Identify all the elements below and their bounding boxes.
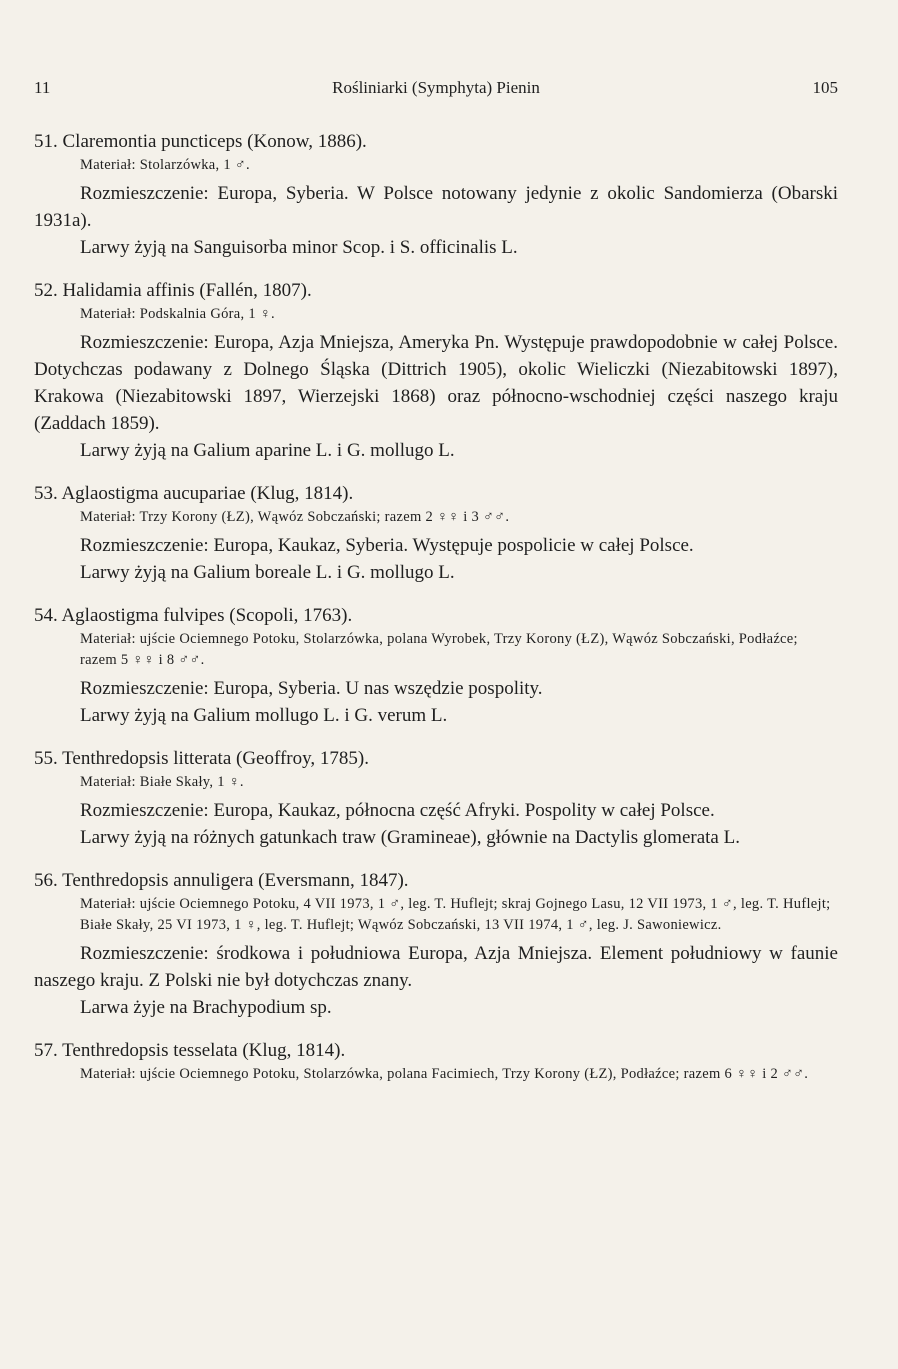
species-title: 51. Claremontia puncticeps (Konow, 1886). [34, 131, 367, 152]
distribution-paragraph: Rozmieszczenie: Europa, Kaukaz, północna część Afryki. Pospolity w całej Polsce. [80, 800, 715, 821]
species-entry-51 [34, 128, 838, 261]
species-list [34, 128, 838, 1101]
distribution-paragraph: Rozmieszczenie: Europa, Syberia. U nas wszędzie pospolity. [80, 678, 543, 699]
larvae-paragraph: Larwy żyją na Sanguisorba minor Scop. i S. officinalis L. [80, 237, 518, 258]
species-entry-53 [34, 480, 838, 586]
running-header [34, 78, 838, 102]
larvae-paragraph: Larwy żyją na Galium aparine L. i G. mollugo L. [80, 440, 455, 461]
species-title: 52. Halidamia affinis (Fallén, 1807). [34, 280, 312, 301]
larvae-paragraph: Larwy żyją na Galium mollugo L. i G. verum L. [80, 705, 448, 726]
species-entry-54 [34, 602, 838, 729]
material-line: Materiał: Stolarzówka, 1 ♂. [80, 157, 250, 173]
distribution-paragraph: Rozmieszczenie: środkowa i południowa Europa, Azja Mniejsza. Element południowy w faunie naszego kraju. Z Polski nie był dotychczas znany. [34, 943, 838, 991]
material-line: Materiał: ujście Ociemnego Potoku, Stolarzówka, polana Facimiech, Trzy Korony (ŁZ), Podłaźce; razem 6 ♀♀ i 2 ♂♂. [80, 1066, 809, 1082]
distribution-paragraph: Rozmieszczenie: Europa, Syberia. W Polsce notowany jedynie z okolic Sandomierza (Obarski 1931a). [34, 183, 838, 231]
page-number: 105 [812, 78, 838, 97]
species-title: 57. Tenthredopsis tesselata (Klug, 1814). [34, 1040, 346, 1061]
species-title: 56. Tenthredopsis annuligera (Eversmann, 1847). [34, 870, 409, 891]
header-left-number: 11 [34, 78, 51, 97]
material-line: Materiał: Trzy Korony (ŁZ), Wąwóz Sobczański; razem 2 ♀♀ i 3 ♂♂. [80, 509, 510, 525]
material-line: Materiał: ujście Ociemnego Potoku, 4 VII 1973, 1 ♂, leg. T. Huflejt; skraj Gojnego Lasu, 12 VII 1973, 1 ♂, leg. T. Huflejt; Białe Skały, 25 VI 1973, 1 ♀, leg. T. Huflejt; Wąwóz Sobczański, 13 VII 1974, 1 ♂, leg. J. Sawoniewicz. [80, 896, 831, 933]
species-entry-56 [34, 867, 838, 1021]
species-entry-57 [34, 1037, 838, 1085]
species-title: 53. Aglaostigma aucupariae (Klug, 1814). [34, 483, 354, 504]
larvae-paragraph: Larwy żyją na Galium boreale L. i G. mollugo L. [80, 562, 455, 583]
distribution-paragraph: Rozmieszczenie: Europa, Kaukaz, Syberia. Występuje pospolicie w całej Polsce. [80, 535, 694, 556]
larvae-paragraph: Larwy żyją na różnych gatunkach traw (Gramineae), głównie na Dactylis glomerata L. [80, 827, 740, 848]
material-line: Materiał: Podskalnia Góra, 1 ♀. [80, 306, 275, 322]
header-title: Rośliniarki (Symphyta) Pienin [332, 78, 540, 97]
material-line: Materiał: ujście Ociemnego Potoku, Stolarzówka, polana Wyrobek, Trzy Korony (ŁZ), Wąwóz Sobczański, Podłaźce; razem 5 ♀♀ i 8 ♂♂. [80, 631, 798, 668]
species-entry-52 [34, 277, 838, 464]
species-title: 55. Tenthredopsis litterata (Geoffroy, 1785). [34, 748, 369, 769]
material-line: Materiał: Białe Skały, 1 ♀. [80, 774, 244, 790]
larvae-paragraph: Larwa żyje na Brachypodium sp. [80, 997, 332, 1018]
species-entry-55 [34, 745, 838, 851]
species-title: 54. Aglaostigma fulvipes (Scopoli, 1763). [34, 605, 353, 626]
distribution-paragraph: Rozmieszczenie: Europa, Azja Mniejsza, Ameryka Pn. Występuje prawdopodobnie w całej Polsce. Dotychczas podawany z Dolnego Śląska (Dittrich 1905), okolic Wieliczki (Niezabitowski 1897), Krakowa (Niezabitowski 1897, Wierzejski 1868) oraz północno-wschodniej części naszego kraju (Zaddach 1859). [34, 332, 838, 434]
